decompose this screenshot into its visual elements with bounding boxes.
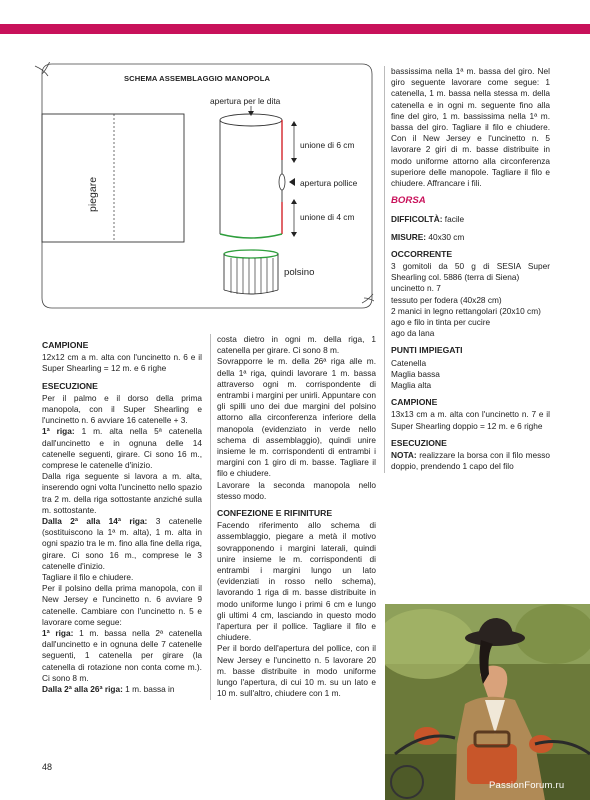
- paragraph: Per il bordo dell'apertura del pollice, con il New Jersey e l'uncinetto n. 5 lavorare 20 m. basse distribuite in modo uniforme lungo l'apertura, di cui 10 m. su un lato e 10 m. sull'altro, chiudere con 1 m.: [217, 643, 376, 699]
- section-title-borsa: BORSA: [391, 195, 426, 207]
- heading-esecuzione: ESECUZIONE: [391, 437, 447, 448]
- paragraph: Dalla riga seguente si lavora a m. alta, inserendo ogni volta l'uncinetto nello spazio tra 2 m. della riga sottostante anziché sulla m. sottostante.: [42, 471, 202, 515]
- list-item: ago e filo in tinta per cucire: [391, 317, 491, 328]
- paragraph: Dalla 2ª alla 14ª riga: 3 catenelle (sostituiscono la 1ª m. alta), 1 m. alta in ogni spazio tra le m. fino alla fine della riga, girare. Ci sono 16 m., comprese le 3 catenelle d'inizio.: [42, 516, 202, 571]
- list-item: 3 gomitoli da 50 g di SESIA Super Shearling col. 5886 (terra di Siena): [391, 261, 550, 283]
- list-item: tessuto per fodera (40x28 cm): [391, 294, 502, 305]
- assembly-diagram: [32, 62, 374, 310]
- paragraph: Sovrapporre le m. della 26ª riga alle m. della 1ª riga, quindi lavorare 1 m. bassa attraverso ogni m. corrispondente di entrambi i margini per unirli. Appuntare con gli spilli uno dei due margini del polsino attorno alla circonferenza inferiore della manopola (evidenziato in verde nello schema di assemblaggio), quindi unire insieme le m. corrispondenti di entrambi i margini con 1 giro di m. basse. Tagliare il filo e chiudere.: [217, 356, 376, 479]
- label-apertura-dita: apertura per le dita: [210, 96, 281, 106]
- list-item: 2 manici in legno rettangolari (20x10 cm): [391, 305, 541, 316]
- heading-punti: PUNTI IMPIEGATI: [391, 345, 463, 356]
- paragraph: bassissima nella 1ª m. bassa del giro. Nel giro seguente lavorare come segue: 1 catenella, 1 m. bassa nella stessa m. della catenella e in ogni m. seguente fino alla fine del giro, 1 m. bassissima nella 1ª m. bassa del giro. Tagliare il filo e chiudere. Con il New Jersey e l'uncinetto n. 5 lavorare 2 giri di m. basse distribuite in modo uniforme attorno alla circonferenza superiore delle manopole. Tagliare il filo e chiudere. Affrancare i fili.: [391, 66, 550, 189]
- label-unione-4: unione di 4 cm: [300, 212, 355, 222]
- magenta-top-bar: [0, 24, 590, 34]
- label-polsino: polsino: [284, 267, 315, 278]
- paragraph: Facendo riferimento allo schema di assemblaggio, piegare a metà il motivo sovrapponendo i margini laterali, quindi unire insieme le m. corrispondenti di entrambi i margini lungo un lato (evidenziati in rosso nello schema), lavorando 1 riga di m. basse distribuite in modo uniforme lungo i primi 6 cm e lungo gli ultimi 4 cm, lasciando in questo modo l'apertura per il pollice. Tagliare il filo e chiudere.: [217, 520, 376, 643]
- model-photo: [385, 604, 590, 800]
- paragraph: Dalla 2ª alla 26ª riga: 1 m. bassa in: [42, 684, 175, 695]
- text-column-1: [42, 334, 202, 695]
- label-apertura-pollice: apertura pollice: [300, 178, 358, 188]
- heading-campione: CAMPIONE: [391, 397, 438, 408]
- page-number: 48: [42, 762, 53, 772]
- heading-esecuzione: ESECUZIONE: [42, 380, 98, 391]
- paragraph: 1ª riga: 1 m. bassa nella 2ª catenella dall'uncinetto e in ognuna delle 7 catenelle seguenti, 1 catenella per girare (la catenella di rotazione non conta come m.). Ci sono 8 m.: [42, 628, 202, 683]
- paragraph: Per il palmo e il dorso della prima manopola, con il Super Shearling e l'uncinetto n. 6 avviare 16 catenelle + 3.: [42, 392, 202, 426]
- diagram-title: SCHEMA ASSEMBLAGGIO MANOPOLA: [124, 74, 271, 83]
- text-column-3: [384, 66, 550, 473]
- paragraph: Lavorare la seconda manopola nello stesso modo.: [217, 479, 376, 501]
- campione-text: 12x12 cm a m. alta con l'uncinetto n. 6 e il Super Shearling = 12 m. e 6 righe: [42, 352, 202, 374]
- label-piegare: piegare: [87, 176, 99, 212]
- text-column-2: [210, 334, 376, 700]
- paragraph: Tagliare il filo e chiudere.: [42, 572, 134, 583]
- list-item: Catenella: [391, 357, 427, 368]
- list-item: uncinetto n. 7: [391, 283, 441, 294]
- list-item: ago da lana: [391, 328, 435, 339]
- heading-campione: CAMPIONE: [42, 340, 89, 350]
- paragraph: costa dietro in ogni m. della riga, 1 catenella per girare. Ci sono 8 m.: [217, 334, 376, 356]
- nota: NOTA: realizzare la borsa con il filo messo doppio, prendendo 1 capo del filo: [391, 450, 550, 472]
- heading-confezione: CONFEZIONE E RIFINITURE: [217, 508, 333, 519]
- paragraph: 1ª riga: 1 m. alta nella 5ª catenella dall'uncinetto e in ognuna delle 14 catenelle seguenti, girare. Ci sono 16 m., comprese le catenelle d'inizio.: [42, 426, 202, 471]
- label-unione-6: unione di 6 cm: [300, 140, 355, 150]
- difficolta: DIFFICOLTÀ: facile: [391, 214, 465, 225]
- list-item: Maglia alta: [391, 380, 432, 391]
- list-item: Maglia bassa: [391, 368, 440, 379]
- watermark: PassionForum.ru: [489, 780, 565, 791]
- heading-occorrente: OCCORRENTE: [391, 248, 453, 259]
- campione-text: 13x13 cm a m. alta con l'uncinetto n. 7 e il Super Shearling doppio = 12 m. e 6 righe: [391, 409, 550, 431]
- misure: MISURE: 40x30 cm: [391, 231, 465, 242]
- paragraph: Per il polsino della prima manopola, con il New Jersey e l'uncinetto n. 6 avviare 9 catenelle. Cambiare con l'uncinetto n. 5 e lavorare come segue:: [42, 583, 202, 627]
